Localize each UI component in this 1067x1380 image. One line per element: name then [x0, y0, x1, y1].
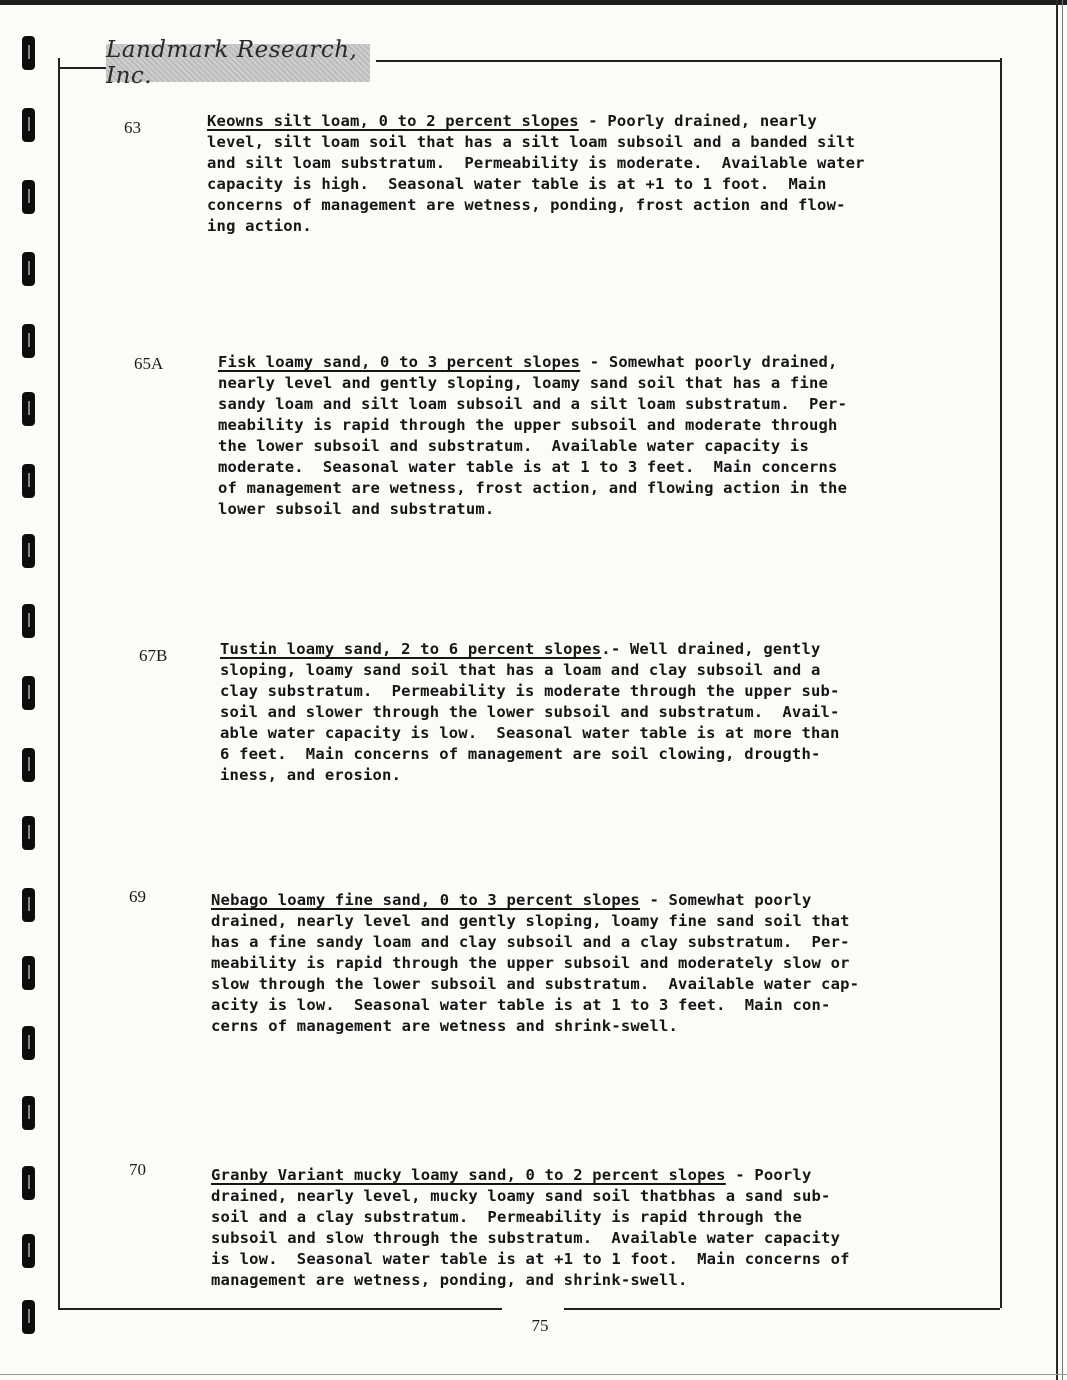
- description-line: Keowns silt loam, 0 to 2 percent slopes - Poorly drained, nearly: [207, 112, 818, 130]
- map-unit-number: 63: [124, 118, 141, 137]
- description-line: Nebago loamy fine sand, 0 to 3 percent slopes - Somewhat poorly: [211, 891, 812, 909]
- binder-hole: [22, 464, 35, 498]
- description-line: concerns of management are wetness, ponding, frost action and flow-: [207, 196, 846, 214]
- description-line: is low. Seasonal water table is at +1 to 1 foot. Main concerns of: [211, 1250, 850, 1268]
- description-line: capacity is high. Seasonal water table is at +1 to 1 foot. Main: [207, 175, 827, 193]
- soil-description: [207, 111, 865, 237]
- description-line: acity is low. Seasonal water table is at 1 to 3 feet. Main con-: [211, 996, 831, 1014]
- description-line: iness, and erosion.: [220, 766, 402, 784]
- description-line: of management are wetness, frost action, and flowing action in the: [218, 479, 848, 497]
- description-line: Granby Variant mucky loamy sand, 0 to 2 percent slopes - Poorly: [211, 1166, 812, 1184]
- description-line: drained, nearly level, mucky loamy sand soil thatbhas a sand sub-: [211, 1187, 831, 1205]
- binder-hole: [22, 180, 35, 214]
- binder-hole: [22, 676, 35, 710]
- frame-rule: [58, 1308, 502, 1310]
- description-line: cerns of management are wetness and shrink-swell.: [211, 1017, 679, 1035]
- description-line: soil and a clay substratum. Permeability is rapid through the: [211, 1208, 802, 1226]
- company-logo-text: Landmark Research, Inc.: [106, 37, 358, 89]
- page-number: 75: [531, 1316, 549, 1335]
- binder-hole: [22, 1234, 35, 1268]
- description-line: nearly level and gently sloping, loamy sand soil that has a fine: [218, 374, 829, 392]
- soil-title: Fisk loamy sand, 0 to 3 percent slopes: [218, 353, 581, 371]
- binder-hole: [22, 816, 35, 850]
- binder-hole: [22, 392, 35, 426]
- page-right-edge: [1056, 0, 1058, 1380]
- map-unit-number: 70: [129, 1160, 146, 1179]
- page-bottom-edge: [0, 1374, 1067, 1375]
- description-line: level, silt loam soil that has a silt loam subsoil and a banded silt: [207, 133, 856, 151]
- description-line: clay substratum. Permeability is moderate through the upper sub-: [220, 682, 840, 700]
- soil-description: [211, 1165, 850, 1291]
- page-top-edge: [0, 0, 1067, 5]
- binder-hole: [22, 108, 35, 142]
- binder-holes: [22, 36, 38, 1366]
- description-line: subsoil and slow through the substratum. Available water capacity: [211, 1229, 841, 1247]
- map-unit-number: 65A: [134, 354, 164, 373]
- description-line: meability is rapid through the upper subsoil and moderately slow or: [211, 954, 850, 972]
- description-line: and silt loam substratum. Permeability is moderate. Available water: [207, 154, 865, 172]
- description-line: slow through the lower subsoil and substratum. Available water cap-: [211, 975, 860, 993]
- binder-hole: [22, 36, 35, 70]
- soil-title: Nebago loamy fine sand, 0 to 3 percent slopes: [211, 891, 640, 909]
- binder-hole: [22, 748, 35, 782]
- description-line: sandy loam and silt loam subsoil and a silt loam substratum. Per-: [218, 395, 848, 413]
- description-line: drained, nearly level and gently sloping, loamy fine sand soil that: [211, 912, 850, 930]
- binder-hole: [22, 1166, 35, 1200]
- binder-hole: [22, 324, 35, 358]
- description-line: soil and slower through the lower subsoil and substratum. Avail-: [220, 703, 840, 721]
- description-line: the lower subsoil and substratum. Available water capacity is: [218, 437, 809, 455]
- description-line: sloping, loamy sand soil that has a loam and clay subsoil and a: [220, 661, 821, 679]
- page-right-edge-shadow: [1062, 0, 1063, 1380]
- description-line: moderate. Seasonal water table is at 1 to 3 feet. Main concerns: [218, 458, 838, 476]
- binder-hole: [22, 534, 35, 568]
- binder-hole: [22, 1026, 35, 1060]
- map-unit-number: 69: [129, 887, 146, 906]
- description-line: Tustin loamy sand, 2 to 6 percent slopes.- Well drained, gently: [220, 640, 821, 658]
- frame-rule: [564, 1308, 1000, 1310]
- description-line: has a fine sandy loam and clay subsoil and a clay substratum. Per-: [211, 933, 850, 951]
- description-line: ing action.: [207, 217, 312, 235]
- description-line: able water capacity is low. Seasonal water table is at more than: [220, 724, 840, 742]
- binder-hole: [22, 604, 35, 638]
- soil-title: Granby Variant mucky loamy sand, 0 to 2 percent slopes: [211, 1166, 726, 1184]
- soil-description: [211, 890, 859, 1037]
- binder-hole: [22, 1096, 35, 1130]
- description-line: 6 feet. Main concerns of management are soil clowing, drougth-: [220, 745, 821, 763]
- binder-hole: [22, 888, 35, 922]
- description-line: management are wetness, ponding, and shrink-swell.: [211, 1271, 688, 1289]
- map-unit-number: 67B: [139, 646, 168, 665]
- company-logo: [106, 37, 370, 89]
- description-line: meability is rapid through the upper subsoil and moderate through: [218, 416, 838, 434]
- description-line: lower subsoil and substratum.: [218, 500, 495, 518]
- description-line: Fisk loamy sand, 0 to 3 percent slopes - Somewhat poorly drained,: [218, 353, 838, 371]
- soil-title: Keowns silt loam, 0 to 2 percent slopes: [207, 112, 579, 130]
- soil-description: [220, 639, 840, 786]
- soil-title: Tustin loamy sand, 2 to 6 percent slopes: [220, 640, 602, 658]
- binder-hole: [22, 956, 35, 990]
- frame-rule: [376, 60, 1000, 62]
- soil-description: [218, 352, 847, 520]
- binder-hole: [22, 1300, 35, 1334]
- binder-hole: [22, 252, 35, 286]
- frame-rule: [58, 67, 106, 69]
